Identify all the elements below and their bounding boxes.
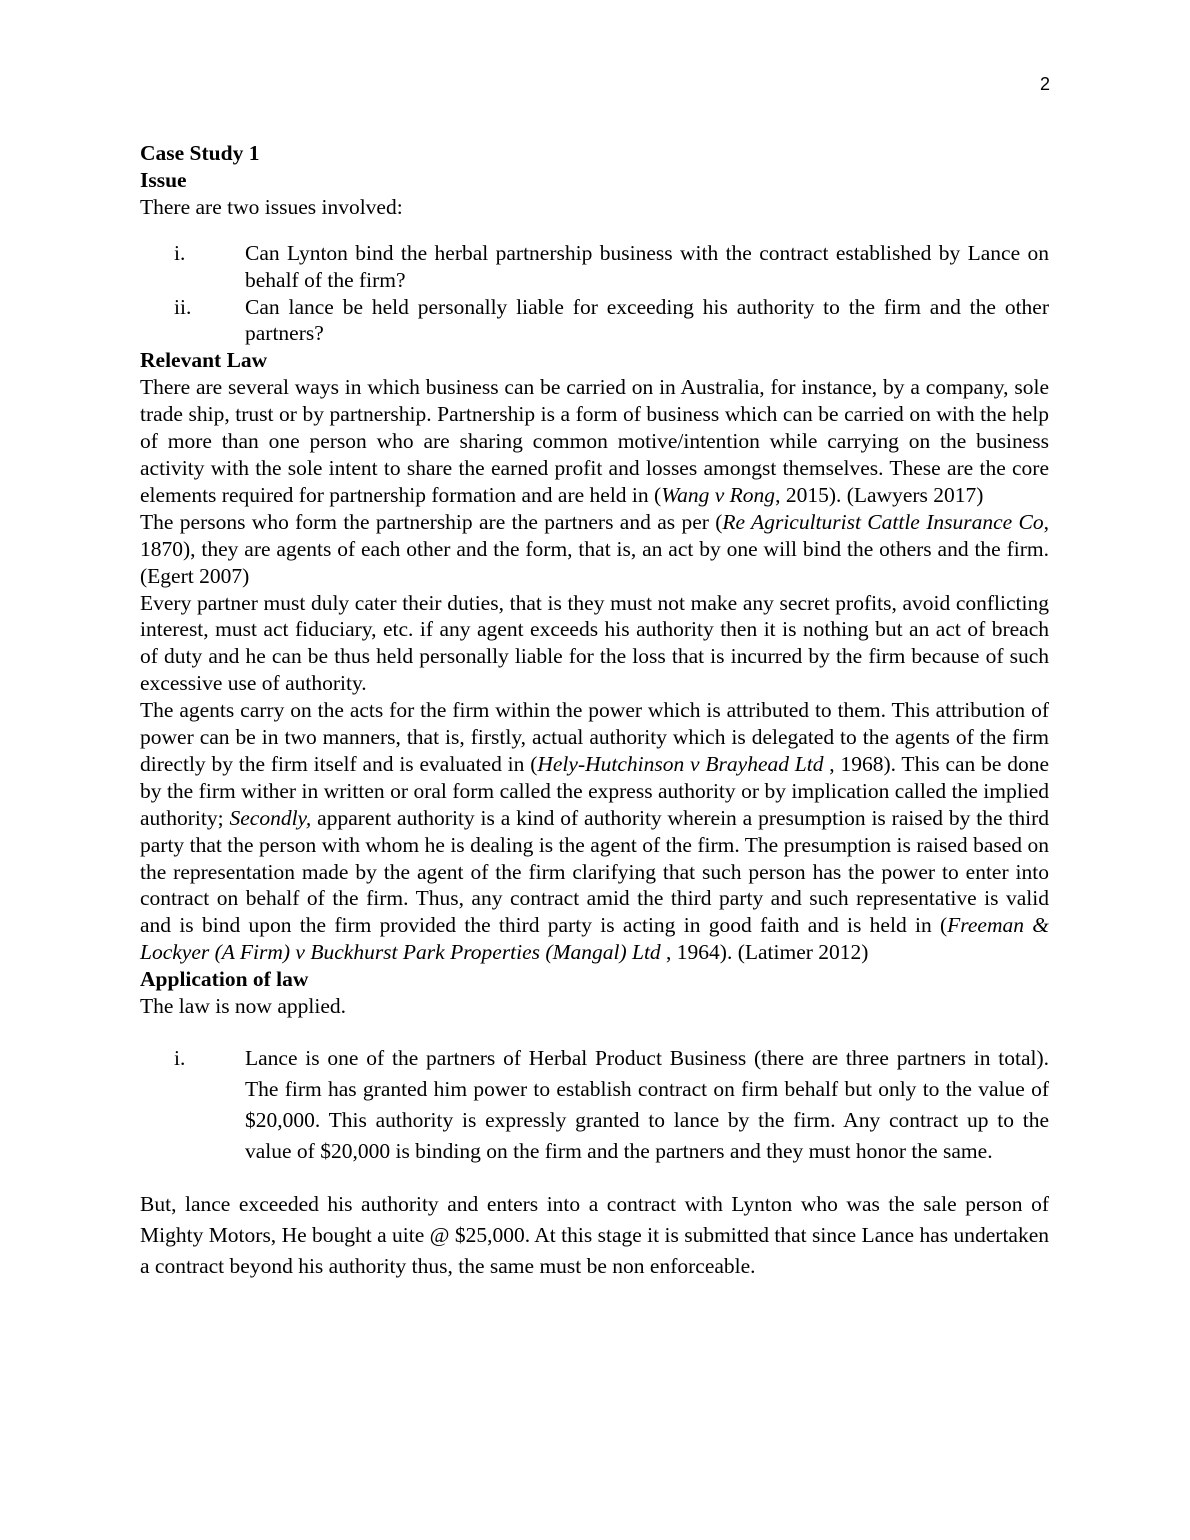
list-number: ii. (174, 294, 192, 319)
list-number: i. (174, 1046, 186, 1070)
paragraph-text: , 2015). (Lawyers 2017) (775, 482, 984, 507)
issue-intro: There are two issues involved: (140, 194, 403, 219)
case-citation: Freeman & Lockyer (A Firm) v Buckhurst Park Properties (Mangal) Ltd (140, 913, 1050, 965)
list-item-text: Can lance be held personally liable for exceeding his authority to the firm and the other partners? (245, 294, 1049, 346)
list-number: i. (174, 240, 186, 265)
list-item-text: Lance is one of the partners of Herbal Product Business (there are three partners in total). The firm has granted him power to establish contract on firm behalf but only to the value of $20,000. This authority is expressly granted to lance by the firm. Any contract up to the value of $20,000 is binding on the firm and the partners and they must honor the same. (245, 1046, 1049, 1163)
paragraph-partner-duties: Every partner must duly cater their duties, that is they must not make any secret profits, avoid conflicting interest, must act fiduciary, etc. if any agent exceeds his authority then it is nothing but an act of breach of duty and he can be thus held personally liable for the loss that is incurred by the firm because of such excessive use of authority. (140, 590, 1049, 696)
paragraph-text: , 1968). This can be done by the firm wither in written or oral form called the express authority or by implication called the implied authority; (140, 751, 1050, 830)
list-item (140, 240, 1049, 294)
relevant-law-heading: Relevant Law (140, 348, 268, 373)
paragraph-partnership-forms (140, 374, 1049, 509)
list-item (140, 1043, 1049, 1167)
paragraph-text: The agents carry on the acts for the firm within the power which is attributed to them. This attribution of power can be in two manners, that is, firstly, actual authority which is delegated to the agents of the firm directly by the firm itself and is evaluated in ( (140, 698, 1049, 776)
paragraph-partners-agents (140, 509, 1049, 590)
paragraph-closing: But, lance exceeded his authority and enters into a contract with Lynton who was the sale person of Mighty Motors, He bought a uite @ $25,000. At this stage it is submitted that since Lance has undertaken a contract beyond his authority thus, the same must be non enforceable. (140, 1192, 1049, 1278)
paragraph-text: There are several ways in which business can be carried on in Australia, for instance, by a company, sole trade ship, trust or by partnership. Partnership is a form of business which can be carried on with the help of more than one person who are sharing common motive/intention while carrying on the business activity with the sole intent to share the earned profit and losses amongst themselves. These are the core elements required for partnership formation and are held in ( (140, 375, 1049, 507)
application-list (140, 1043, 1049, 1167)
paragraph-text: The persons who form the partnership are the partners and as per ( (140, 509, 723, 534)
application-intro: The law is now applied. (140, 994, 346, 1019)
case-citation: Hely-Hutchinson v Brayhead Ltd (537, 751, 824, 776)
emphasis-secondly: Secondly, (229, 805, 312, 830)
issue-heading: Issue (140, 167, 187, 192)
list-item-text: Can Lynton bind the herbal partnership business with the contract established by Lance on behalf of the firm? (245, 240, 1049, 292)
paragraph-text: apparent authority is a kind of authority wherein a presumption is raised by the third party that the person with whom he is dealing is the agent of the firm. The presumption is raised based on the representation made by the agent of the firm clarifying that such person has the power to enter into contract on behalf of the firm. Thus, any contract amid the third party and such representative is valid and is bind upon the firm provided the third party is acting in good faith and is held in ( (140, 805, 1049, 938)
paragraph-text: , 1870), they are agents of each other and the form, that is, an act by one will bind the others and the firm. (Egert 2007) (140, 509, 1049, 588)
document-body (140, 140, 1049, 1282)
list-item (140, 294, 1049, 348)
paragraph-text: , 1964). (Latimer 2012) (660, 940, 869, 965)
page-number: 2 (1039, 74, 1050, 94)
issue-list (140, 240, 1049, 348)
paragraph-agent-authority (140, 697, 1049, 966)
case-citation: Wang v Rong (661, 482, 776, 507)
application-heading: Application of law (140, 967, 309, 992)
case-title: Case Study 1 (140, 141, 260, 165)
case-citation: Re Agriculturist Cattle Insurance Co (722, 509, 1044, 534)
